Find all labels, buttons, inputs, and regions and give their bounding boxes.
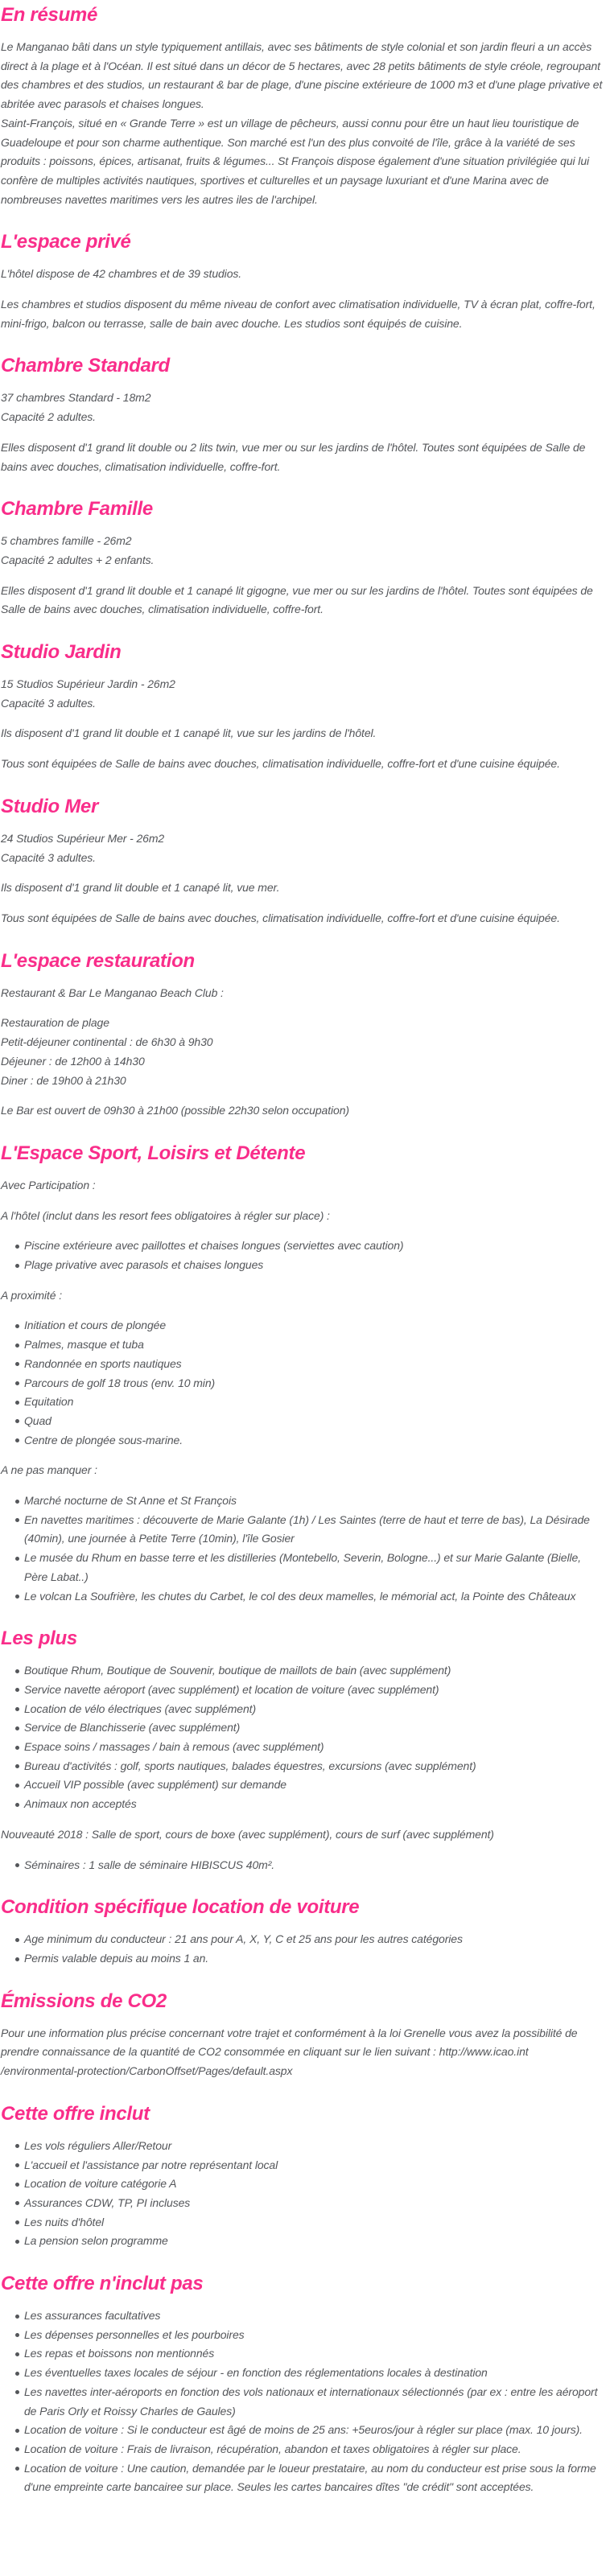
bullet-icon — [15, 1595, 19, 1599]
list-item — [1, 1757, 607, 1776]
paragraph — [1, 265, 607, 284]
bullet-icon — [15, 1401, 19, 1405]
paragraph — [1, 438, 607, 476]
list-item — [1, 1316, 607, 1335]
list-item — [1, 2364, 607, 2383]
list-item — [1, 1237, 607, 1256]
list-item-text: Les nuits d'hôtel — [24, 2215, 105, 2228]
bullet-list — [1, 1492, 607, 1606]
text-line: Le Manganao bâti dans un style typiquement antillais, avec ses bâtiments de style colonial et son jardin fleuri a un accès direct à la plage et à l'Océan. Il est situé dans un décor de 5 hectares, avec 28 petits bâtiments de style créole, regroupant des chambres et des studios, un restaurant & bar de plage, d'une piscine extérieure de 1000 m3 et d'une plage privative et abritée avec parasols et chaises longues. — [1, 40, 603, 111]
bullet-icon — [15, 1669, 19, 1673]
text-line: L'hôtel dispose de 42 chambres et de 39 studios. — [1, 267, 242, 281]
list-item — [1, 1355, 607, 1374]
section-heading: Cette offre n'inclut pas — [1, 2273, 204, 2295]
list-item-text: Parcours de golf 18 trous (env. 10 min) — [24, 1376, 216, 1389]
list-item-text: Permis valable depuis au moins 1 an. — [24, 1952, 209, 1965]
paragraph — [1, 1176, 607, 1195]
text-line: Elles disposent d'1 grand lit double ou 2 lits twin, vue mer ou sur les jardins de l'hôtel. Toutes sont équipées de Salle de bains avec douches, climatisation individuelle, coffre-fort. — [1, 440, 586, 473]
text-line: 37 chambres Standard - 18m2 — [1, 391, 151, 405]
list-item — [1, 2137, 607, 2156]
list-item-text: Age minimum du conducteur : 21 ans pour A, X, Y, C et 25 ans pour les autres catégories — [24, 1932, 463, 1946]
paragraph — [1, 1825, 607, 1845]
list-item-text: Service de Blanchisserie (avec supplément) — [24, 1721, 241, 1734]
list-item — [1, 1795, 607, 1814]
bullet-icon — [15, 2390, 19, 2394]
section-heading: Chambre Famille — [1, 498, 153, 521]
text-line: Le Bar est ouvert de 09h30 à 21h00 (possible 22h30 selon occupation) — [1, 1104, 349, 1117]
text-line: Déjeuner : de 12h00 à 14h30 — [1, 1054, 145, 1068]
list-item — [1, 2306, 607, 2326]
bullet-icon — [15, 1264, 19, 1268]
list-item — [1, 2344, 607, 2364]
list-item-text: Bureau d'activités : golf, sports nautiques, balades équestres, excursions (avec supplément) — [24, 1759, 476, 1772]
list-item — [1, 1856, 607, 1875]
list-item — [1, 1738, 607, 1757]
text-line: Nouveauté 2018 : Salle de sport, cours de boxe (avec supplément), cours de surf (avec supplément) — [1, 1827, 494, 1841]
bullet-icon — [15, 2467, 19, 2471]
bullet-icon — [15, 1764, 19, 1768]
bullet-icon — [15, 2144, 19, 2148]
list-item — [1, 1335, 607, 1355]
bullet-icon — [15, 2352, 19, 2356]
list-item — [1, 2459, 607, 2497]
list-item-text: Marché nocturne de St Anne et St François — [24, 1494, 237, 1508]
text-line: Elles disposent d'1 grand lit double et 1 canapé lit gigogne, vue mer ou sur les jardins de l'hôtel. Toutes sont équipées de Salle de bains avec douches, climatisation individuelle, coffre-fort. — [1, 583, 593, 616]
bullet-icon — [15, 2220, 19, 2224]
bullet-icon — [15, 1324, 19, 1328]
section-heading: Studio Jardin — [1, 641, 122, 664]
paragraph — [1, 1014, 607, 1090]
text-line: A ne pas manquer : — [1, 1463, 97, 1477]
bullet-icon — [15, 2163, 19, 2167]
list-item — [1, 1412, 607, 1431]
list-item-text: Les éventuelles taxes locales de séjour - en fonction des réglementations locales à destination — [24, 2366, 488, 2380]
list-item — [1, 1587, 607, 1607]
list-item — [1, 1549, 607, 1586]
bullet-icon — [15, 1726, 19, 1730]
list-item-text: Quad — [24, 1414, 52, 1427]
text-line: Capacité 3 adultes. — [1, 696, 96, 710]
list-item — [1, 1374, 607, 1393]
text-line: Restaurant & Bar Le Manganao Beach Club : — [1, 986, 224, 999]
list-item — [1, 2175, 607, 2194]
paragraph — [1, 724, 607, 743]
bullet-list — [1, 1237, 607, 1274]
section-heading: L'espace privé — [1, 231, 131, 253]
list-item-text: Location de voiture : Si le conducteur est âgé de moins de 25 ans: +5euros/jour à régler sur place (max. 10 jours). — [24, 2423, 583, 2437]
list-item — [1, 1256, 607, 1275]
text-line: A proximité : — [1, 1288, 62, 1302]
paragraph — [1, 829, 607, 867]
list-item — [1, 1492, 607, 1511]
bullet-icon — [15, 2201, 19, 2205]
text-line: Tous sont équipées de Salle de bains avec douches, climatisation individuelle, coffre-fort et d'une cuisine équipée. — [1, 911, 560, 924]
list-item — [1, 1661, 607, 1681]
bullet-list — [1, 1316, 607, 1450]
bullet-icon — [15, 1245, 19, 1249]
bullet-icon — [15, 1863, 19, 1867]
text-line: 15 Studios Supérieur Jardin - 26m2 — [1, 677, 175, 691]
list-item-text: Equitation — [24, 1395, 74, 1409]
list-item — [1, 2232, 607, 2251]
list-item-text: Palmes, masque et tuba — [24, 1338, 144, 1352]
list-item — [1, 1949, 607, 1969]
paragraph — [1, 879, 607, 898]
list-item-text: Animaux non acceptés — [24, 1797, 137, 1811]
paragraph — [1, 1207, 607, 1226]
bullet-list — [1, 1661, 607, 1814]
bullet-list — [1, 1856, 607, 1875]
list-item-text: Les navettes inter-aéroports en fonction des vols nationaux et internationaux sélectionnés (par ex : entre les aéroport de Paris Orly et Roissy Charles de Gaules) — [24, 2385, 598, 2418]
section-heading: Chambre Standard — [1, 355, 170, 377]
list-item-text: Assurances CDW, TP, PI incluses — [24, 2195, 191, 2209]
section-heading: L'Espace Sport, Loisirs et Détente — [1, 1142, 306, 1164]
list-item — [1, 1431, 607, 1451]
list-item-text: La pension selon programme — [24, 2234, 168, 2248]
list-item-text: Les repas et boissons non mentionnés — [24, 2347, 215, 2360]
paragraph — [1, 984, 607, 1003]
section-heading: Condition spécifique location de voiture — [1, 1896, 360, 1919]
paragraph — [1, 532, 607, 570]
list-item-text: Le volcan La Soufrière, les chutes du Carbet, le col des deux mamelles, le mémorial act, la Pointe des Châteaux — [24, 1589, 576, 1603]
bullet-icon — [15, 2315, 19, 2319]
list-item-text: Randonnée en sports nautiques — [24, 1356, 182, 1370]
text-line: Les chambres et studios disposent du même niveau de confort avec climatisation individuelle, TV à écran plat, coffre-fort, mini-frigo, balcon ou terrasse, salle de bain avec douche. Les studios sont équipés de cuisine. — [1, 298, 596, 330]
text-line: 5 chambres famille - 26m2 — [1, 534, 132, 548]
text-line: Capacité 3 adultes. — [1, 850, 96, 864]
list-item — [1, 1511, 607, 1549]
paragraph — [1, 755, 607, 774]
text-line: Ils disposent d'1 grand lit double et 1 canapé lit, vue sur les jardins de l'hôtel. — [1, 726, 377, 740]
list-item-text: Initiation et cours de plongée — [24, 1319, 167, 1332]
paragraph — [1, 295, 607, 333]
section-heading: L'espace restauration — [1, 949, 195, 972]
text-line: Tous sont équipées de Salle de bains avec douches, climatisation individuelle, coffre-fort et d'une cuisine équipée. — [1, 757, 560, 771]
list-item-text: Les assurances facultatives — [24, 2309, 161, 2323]
list-item-text: Les vols réguliers Aller/Retour — [24, 2138, 172, 2152]
list-item-text: Accueil VIP possible (avec supplément) sur demande — [24, 1778, 286, 1792]
bullet-icon — [15, 1381, 19, 1385]
list-item — [1, 2421, 607, 2440]
paragraph — [1, 1461, 607, 1480]
list-item — [1, 1700, 607, 1719]
bullet-icon — [15, 1438, 19, 1442]
bullet-icon — [15, 1957, 19, 1961]
list-item-text: Séminaires : 1 salle de séminaire HIBISCUS 40m². — [24, 1858, 275, 1871]
bullet-icon — [15, 1784, 19, 1788]
bullet-icon — [15, 1557, 19, 1561]
list-item-text: L'accueil et l'assistance par notre représentant local — [24, 2158, 278, 2171]
text-line: Diner : de 19h00 à 21h30 — [1, 1073, 126, 1087]
text-line: /environmental-protection/CarbonOffset/Pages/default.aspx — [1, 2064, 293, 2078]
bullet-icon — [15, 1938, 19, 1942]
bullet-icon — [15, 2447, 19, 2451]
list-item-text: Service navette aéroport (avec supplément) et location de voiture (avec supplément) — [24, 1682, 439, 1696]
bullet-icon — [15, 2240, 19, 2244]
bullet-icon — [15, 2333, 19, 2337]
bullet-list — [1, 2137, 607, 2251]
bullet-icon — [15, 1500, 19, 1504]
list-item-text: Location de voiture : Frais de livraison, récupération, abandon et taxes obligatoires à régler sur place. — [24, 2442, 521, 2455]
list-item — [1, 2326, 607, 2345]
bullet-icon — [15, 1707, 19, 1711]
list-item — [1, 2440, 607, 2459]
paragraph — [1, 1286, 607, 1306]
text-line: Capacité 2 adultes. — [1, 410, 96, 424]
text-line: Restauration de plage — [1, 1016, 109, 1030]
bullet-icon — [15, 1688, 19, 1692]
section-heading: Les plus — [1, 1627, 77, 1650]
paragraph — [1, 2024, 607, 2081]
paragraph — [1, 909, 607, 928]
bullet-icon — [15, 1803, 19, 1807]
list-item — [1, 2213, 607, 2232]
text-line: Petit-déjeuner continental : de 6h30 à 9h30 — [1, 1035, 213, 1049]
section-heading: Studio Mer — [1, 795, 98, 817]
text-line: Capacité 2 adultes + 2 enfants. — [1, 553, 155, 566]
list-item-text: Le musée du Rhum en basse terre et les distilleries (Montebello, Severin, Bologne...) et sur Marie Galante (Bielle, Père Labat..) — [24, 1551, 581, 1583]
text-line: Ils disposent d'1 grand lit double et 1 canapé lit, vue mer. — [1, 881, 280, 895]
text-line: Saint-François, situé en « Grande Terre » est un village de pêcheurs, aussi connu pour être un haut lieu touristique de Guadeloupe et pour son charme authentique. Son marché est l'un des plus convoité de l'île, grâce à la variété de ses produits : poissons, épices, artisanat, fruits & légumes... St François dispose également d'une situation privilégiée qui lui confère de multiples activités nautiques, sportives et culturelles et un paysage luxuriant et d'une Marina avec de nombreuses navettes maritimes vers les autres iles de l'archipel. — [1, 116, 590, 206]
bullet-icon — [15, 2372, 19, 2376]
text-line: A l'hôtel (inclut dans les resort fees obligatoires à régler sur place) : — [1, 1208, 330, 1222]
paragraph — [1, 1101, 607, 1121]
list-item — [1, 1681, 607, 1700]
paragraph — [1, 675, 607, 713]
bullet-list — [1, 2306, 607, 2497]
bullet-list — [1, 1930, 607, 1968]
bullet-icon — [15, 1746, 19, 1750]
list-item — [1, 1930, 607, 1949]
list-item-text: En navettes maritimes : découverte de Marie Galante (1h) / Les Saintes (terre de haut et terre de bas), La Désirade (40min), une journée à Petite Terre (10min), l'île Gosier — [24, 1512, 590, 1545]
list-item-text: Les dépenses personnelles et les pourboires — [24, 2327, 245, 2341]
bullet-icon — [15, 1518, 19, 1522]
list-item-text: Espace soins / massages / bain à remous (avec supplément) — [24, 1740, 324, 1754]
list-item-text: Location de vélo électriques (avec supplément) — [24, 1702, 257, 1715]
bullet-icon — [15, 2429, 19, 2433]
list-item-text: Plage privative avec parasols et chaises longues — [24, 1258, 264, 1272]
list-item-text: Centre de plongée sous-marine. — [24, 1433, 183, 1446]
list-item — [1, 2383, 607, 2421]
paragraph — [1, 389, 607, 426]
bullet-icon — [15, 1419, 19, 1423]
list-item — [1, 1718, 607, 1738]
list-item-text: Piscine extérieure avec paillottes et chaises longues (serviettes avec caution) — [24, 1239, 404, 1253]
bullet-icon — [15, 2183, 19, 2187]
section-heading: Émissions de CO2 — [1, 1990, 167, 2012]
bullet-icon — [15, 1344, 19, 1348]
section-heading: Cette offre inclut — [1, 2102, 150, 2125]
list-item-text: Location de voiture catégorie A — [24, 2177, 177, 2191]
list-item-text: Boutique Rhum, Boutique de Souvenir, boutique de maillots de bain (avec supplément) — [24, 1664, 451, 1677]
list-item-text: Location de voiture : Une caution, demandée par le loueur prestataire, au nom du conducteur est prise sous la forme d'une empreinte carte bancairee sur place. Seules les cartes bancaires dîtes "de crédit" sont acceptées. — [24, 2461, 596, 2494]
section-heading: En résumé — [1, 4, 98, 26]
list-item — [1, 2156, 607, 2175]
list-item — [1, 1393, 607, 1412]
bullet-icon — [15, 1362, 19, 1366]
list-item — [1, 2194, 607, 2213]
list-item — [1, 1776, 607, 1795]
paragraph — [1, 582, 607, 619]
text-line: Avec Participation : — [1, 1178, 96, 1191]
text-line: Pour une information plus précise concernant votre trajet et conformément à la loi Grenelle vous avez la possibilité de prendre connaissance de la quantité de CO2 consommée en cliquant sur le lien suivant : http://www.icao.int — [1, 2026, 578, 2059]
paragraph — [1, 38, 607, 209]
text-line: 24 Studios Supérieur Mer - 26m2 — [1, 831, 165, 845]
